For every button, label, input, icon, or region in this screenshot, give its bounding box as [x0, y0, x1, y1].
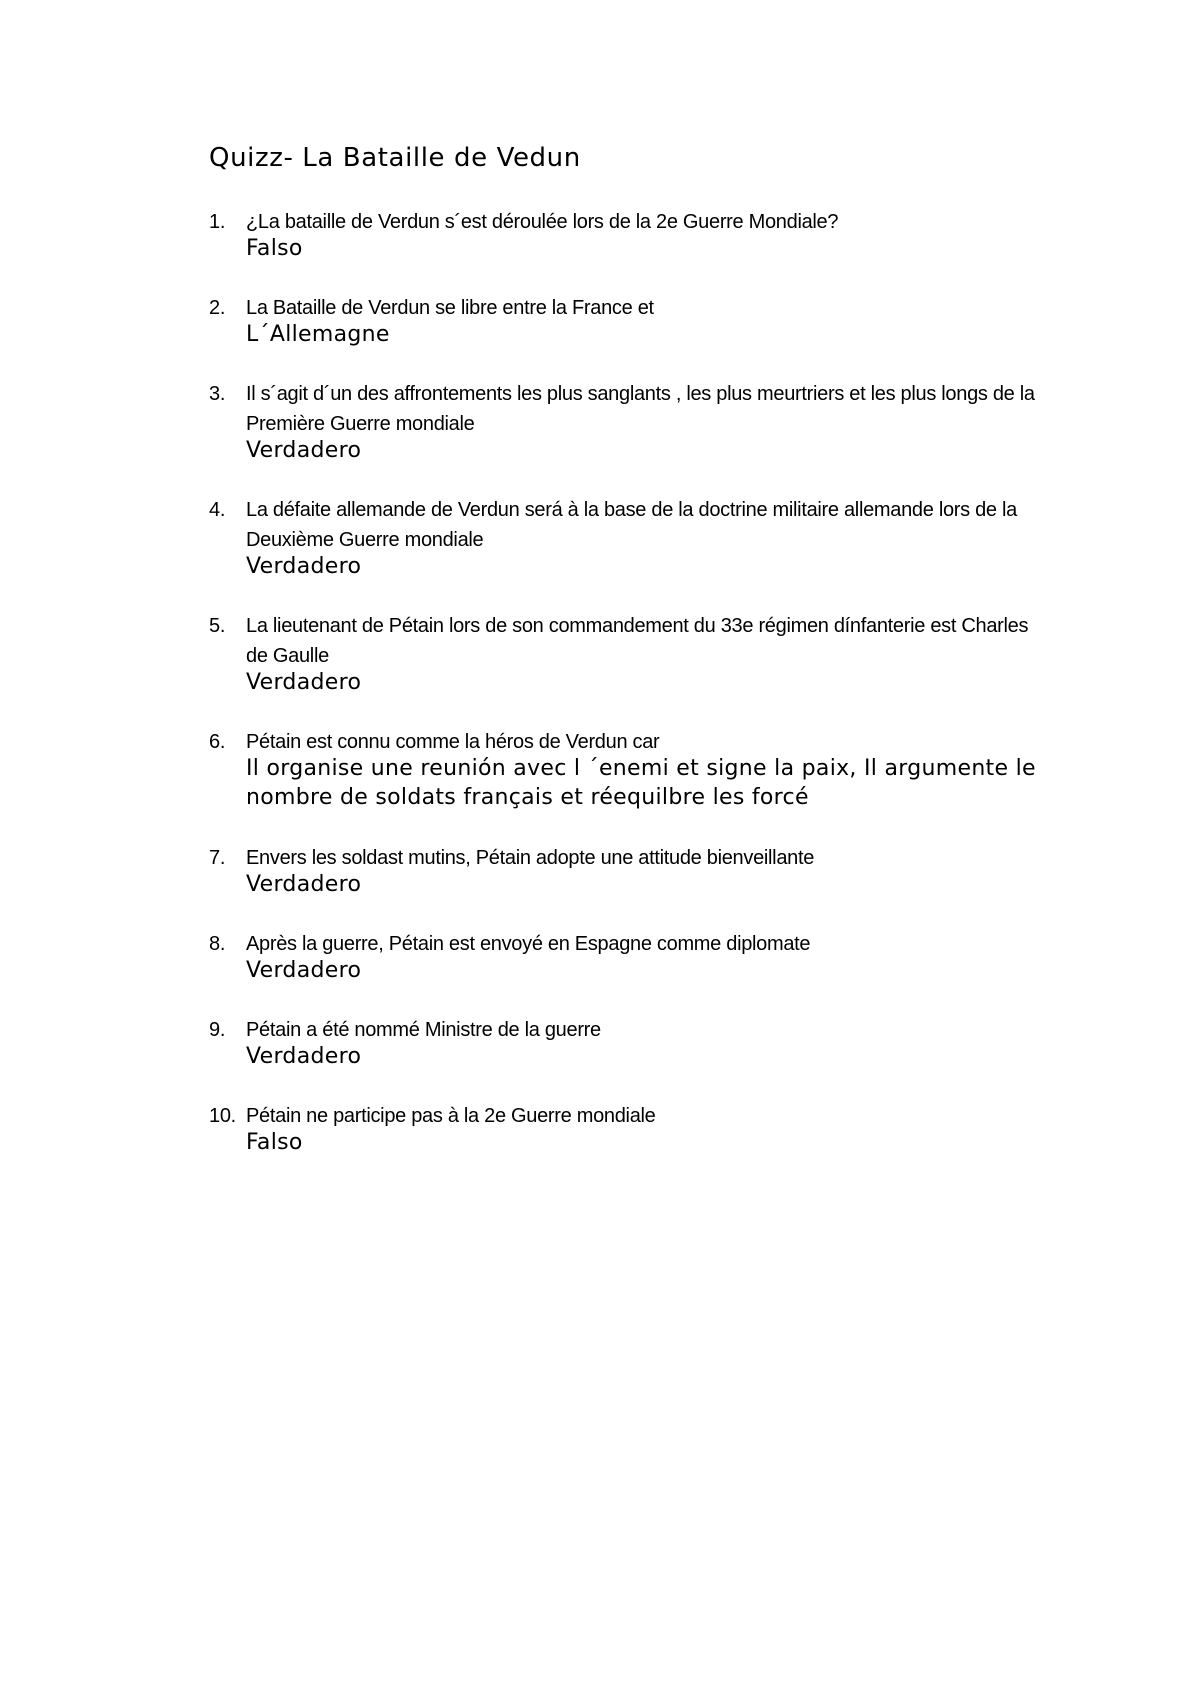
question-number: 7. — [209, 847, 226, 869]
question-text: Pétain ne participe pas à la 2e Guerre mondiale — [246, 1105, 656, 1127]
answer-text: Verdadero — [246, 438, 362, 463]
question-text: Pétain est connu comme la héros de Verdun car — [246, 731, 660, 753]
question-text: Après la guerre, Pétain est envoyé en Espagne comme diplomate — [246, 933, 811, 955]
question-text: La Bataille de Verdun se libre entre la France et — [246, 297, 654, 319]
question-number: 2. — [209, 297, 226, 319]
answer-text: Verdadero — [246, 958, 362, 983]
question-number: 1. — [209, 211, 226, 233]
document-title: Quizz- La Bataille de Vedun — [209, 143, 581, 173]
question-number: 9. — [209, 1019, 226, 1041]
question-text: Envers les soldast mutins, Pétain adopte une attitude bienveillante — [246, 847, 815, 869]
answer-text: Il organise une reunión avec l ´enemi et signe la paix, Il argumente le nombre de soldats français et réequilbre les forcé — [246, 756, 1036, 810]
question-number: 4. — [209, 499, 226, 521]
question-text: ¿La bataille de Verdun s´est déroulée lors de la 2e Guerre Mondiale? — [246, 211, 839, 233]
question-text: La lieutenant de Pétain lors de son commandement du 33e régimen dínfanterie est Charles de Gaulle — [246, 615, 1029, 667]
question-number: 6. — [209, 731, 226, 753]
answer-text: Falso — [246, 236, 303, 261]
question-number: 10. — [209, 1105, 236, 1127]
question-number: 8. — [209, 933, 226, 955]
answer-text: Verdadero — [246, 554, 362, 579]
question-text: Pétain a été nommé Ministre de la guerre — [246, 1019, 601, 1041]
answer-text: L´Allemagne — [246, 322, 390, 347]
answer-text: Verdadero — [246, 670, 362, 695]
question-text: Il s´agit d´un des affrontements les plus sanglants , les plus meurtriers et les plus longs de la Première Guerre mondiale — [246, 383, 1035, 435]
answer-text: Verdadero — [246, 872, 362, 897]
question-number: 5. — [209, 615, 226, 637]
answer-text: Falso — [246, 1130, 303, 1155]
question-text: La défaite allemande de Verdun será à la base de la doctrine militaire allemande lors de la Deuxième Guerre mondiale — [246, 499, 1017, 551]
question-number: 3. — [209, 383, 226, 405]
answer-text: Verdadero — [246, 1044, 362, 1069]
